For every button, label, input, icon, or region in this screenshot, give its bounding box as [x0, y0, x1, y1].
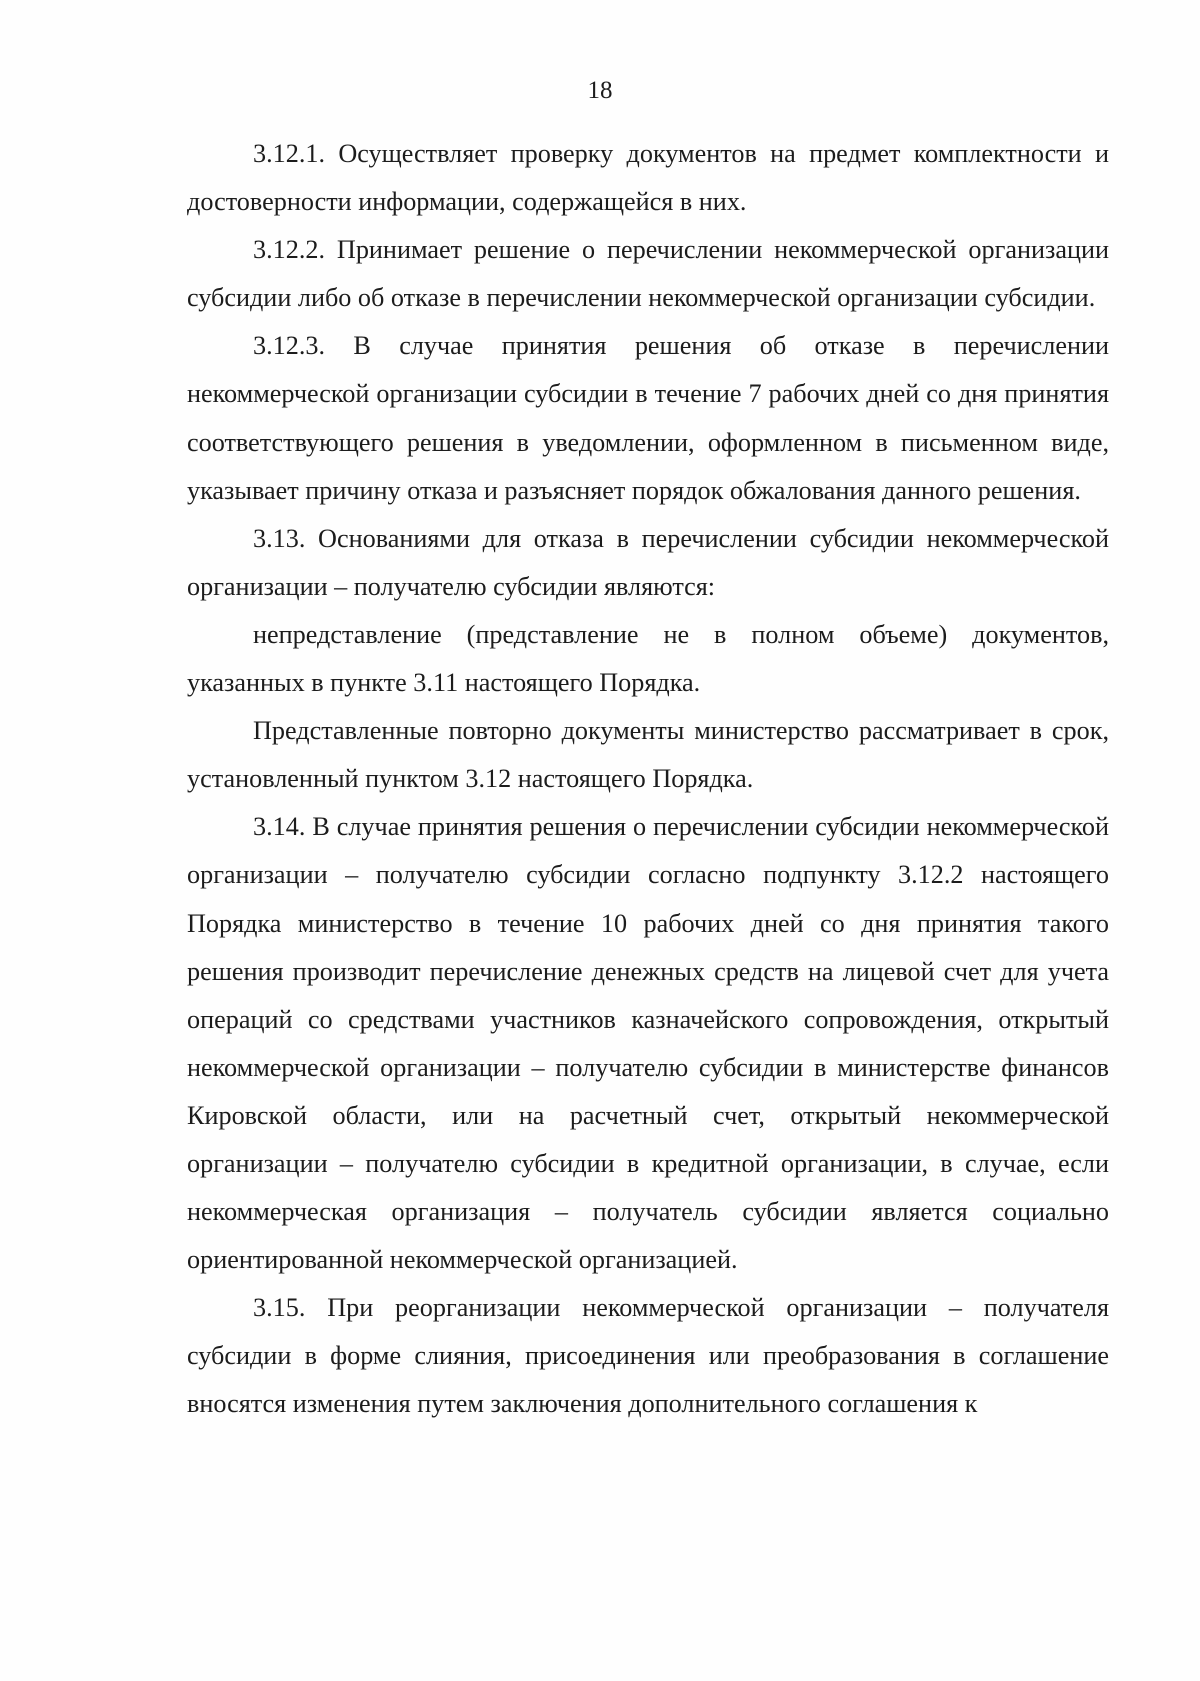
paragraph-3-12-1: 3.12.1. Осуществляет проверку документов на предмет комплектности и достоверности информации, содержащейся в них.: [187, 139, 1109, 217]
document-body: [187, 130, 1109, 1429]
page-number: 18: [587, 77, 613, 104]
paragraph-3-12-2: 3.12.2. Принимает решение о перечислении некоммерческой организации субсидии либо об отказе в перечислении некоммерческой организации субсидии.: [187, 235, 1109, 313]
paragraph-resubmitted-documents: Представленные повторно документы министерство рассматривает в срок, установленный пунктом 3.12 настоящего Порядка.: [187, 716, 1109, 794]
paragraph-non-submission: непредставление (представление не в полном объеме) документов, указанных в пункте 3.11 настоящего Порядка.: [187, 619, 1109, 698]
paragraph-3-13: 3.13. Основаниями для отказа в перечислении субсидии некоммерческой организации – получателю субсидии являются:: [187, 523, 1109, 601]
paragraph-3-15: 3.15. При реорганизации некоммерческой организации – получателя субсидии в форме слияния, присоединения или преобразования в соглашение вносятся изменения путем заключения дополнительного соглашения к: [187, 1293, 1109, 1419]
paragraph-3-14: 3.14. В случае принятия решения о перечислении субсидии некоммерческой организации – получателю субсидии согласно подпункту 3.12.2 настоящего Порядка министерство в течение 10 рабочих дней со дня принятия такого решения производит перечисление денежных средств на лицевой счет для учета операций со средствами участников казначейского сопровождения, открытый некоммерческой организации – получателю субсидии в министерстве финансов Кировской области, или на расчетный счет, открытый некоммерческой организации – получателю субсидии в кредитной организации, в случае, если некоммерческая организация – получатель субсидии является социально ориентированной некоммерческой организацией.: [187, 812, 1109, 1275]
paragraph-3-12-3: 3.12.3. В случае принятия решения об отказе в перечислении некоммерческой организации субсидии в течение 7 рабочих дней со дня принятия соответствующего решения в уведомлении, оформленном в письменном виде, указывает причину отказа и разъясняет порядок обжалования данного решения.: [187, 331, 1109, 505]
